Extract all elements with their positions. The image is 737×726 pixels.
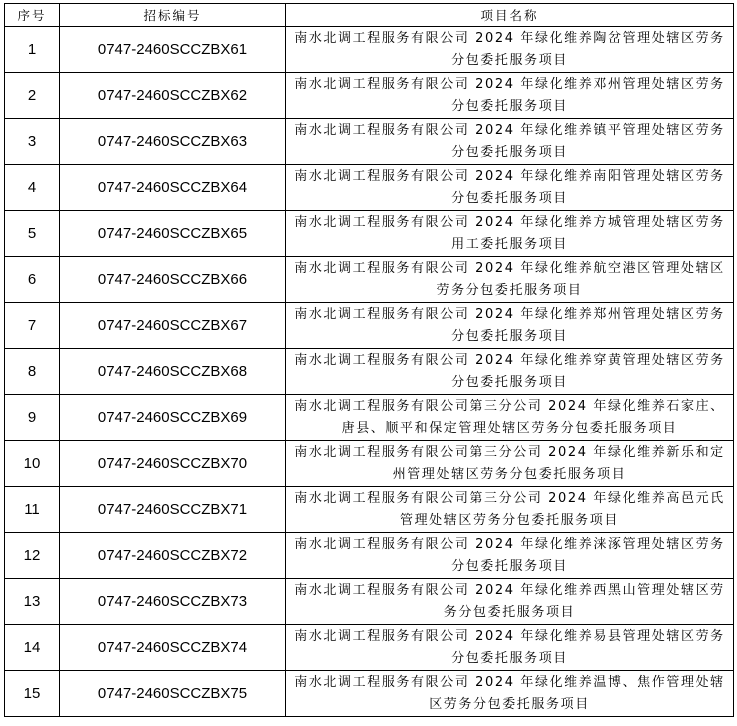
row-bid-code: 0747-2460SCCZBX61 — [60, 27, 286, 73]
header-row — [5, 4, 734, 27]
table-row — [5, 165, 734, 211]
table-row — [5, 119, 734, 165]
row-bid-code: 0747-2460SCCZBX67 — [60, 303, 286, 349]
table-row — [5, 671, 734, 717]
row-bid-code: 0747-2460SCCZBX72 — [60, 533, 286, 579]
row-bid-code: 0747-2460SCCZBX62 — [60, 73, 286, 119]
row-project-name: 南水北调工程服务有限公司 2024 年绿化维养易县管理处辖区劳务分包委托服务项目 — [286, 625, 734, 671]
row-project-name: 南水北调工程服务有限公司 2024 年绿化维养邓州管理处辖区劳务分包委托服务项目 — [286, 73, 734, 119]
table-row — [5, 487, 734, 533]
row-bid-code: 0747-2460SCCZBX66 — [60, 257, 286, 303]
header-seq: 序号 — [5, 4, 60, 27]
table-row — [5, 303, 734, 349]
row-bid-code: 0747-2460SCCZBX73 — [60, 579, 286, 625]
table-row — [5, 533, 734, 579]
row-bid-code: 0747-2460SCCZBX75 — [60, 671, 286, 717]
row-seq: 9 — [5, 395, 60, 441]
table-row — [5, 73, 734, 119]
table-header — [5, 4, 734, 27]
row-seq: 8 — [5, 349, 60, 395]
row-seq: 6 — [5, 257, 60, 303]
row-project-name: 南水北调工程服务有限公司 2024 年绿化维养方城管理处辖区劳务用工委托服务项目 — [286, 211, 734, 257]
row-project-name: 南水北调工程服务有限公司 2024 年绿化维养温博、焦作管理处辖区劳务分包委托服务项目 — [286, 671, 734, 717]
row-seq: 5 — [5, 211, 60, 257]
row-project-name: 南水北调工程服务有限公司 2024 年绿化维养涞涿管理处辖区劳务分包委托服务项目 — [286, 533, 734, 579]
row-project-name: 南水北调工程服务有限公司第三分公司 2024 年绿化维养石家庄、唐县、顺平和保定管理处辖区劳务分包委托服务项目 — [286, 395, 734, 441]
row-project-name: 南水北调工程服务有限公司第三分公司 2024 年绿化维养新乐和定州管理处辖区劳务分包委托服务项目 — [286, 441, 734, 487]
row-project-name: 南水北调工程服务有限公司 2024 年绿化维养穿黄管理处辖区劳务分包委托服务项目 — [286, 349, 734, 395]
row-seq: 2 — [5, 73, 60, 119]
row-seq: 4 — [5, 165, 60, 211]
row-seq: 3 — [5, 119, 60, 165]
row-bid-code: 0747-2460SCCZBX63 — [60, 119, 286, 165]
table-row — [5, 211, 734, 257]
row-project-name: 南水北调工程服务有限公司 2024 年绿化维养陶岔管理处辖区劳务分包委托服务项目 — [286, 27, 734, 73]
row-bid-code: 0747-2460SCCZBX65 — [60, 211, 286, 257]
table-row — [5, 625, 734, 671]
table-row — [5, 349, 734, 395]
table-row — [5, 395, 734, 441]
row-bid-code: 0747-2460SCCZBX71 — [60, 487, 286, 533]
row-seq: 7 — [5, 303, 60, 349]
row-seq: 11 — [5, 487, 60, 533]
row-project-name: 南水北调工程服务有限公司 2024 年绿化维养航空港区管理处辖区劳务分包委托服务项目 — [286, 257, 734, 303]
header-bid-code: 招标编号 — [60, 4, 286, 27]
table-row — [5, 579, 734, 625]
bid-project-table — [4, 3, 734, 717]
row-seq: 10 — [5, 441, 60, 487]
row-project-name: 南水北调工程服务有限公司 2024 年绿化维养镇平管理处辖区劳务分包委托服务项目 — [286, 119, 734, 165]
table-row — [5, 441, 734, 487]
header-project-name: 项目名称 — [286, 4, 734, 27]
row-bid-code: 0747-2460SCCZBX70 — [60, 441, 286, 487]
row-project-name: 南水北调工程服务有限公司第三分公司 2024 年绿化维养高邑元氏管理处辖区劳务分包委托服务项目 — [286, 487, 734, 533]
row-seq: 15 — [5, 671, 60, 717]
row-seq: 13 — [5, 579, 60, 625]
table-body — [5, 27, 734, 717]
row-seq: 14 — [5, 625, 60, 671]
row-bid-code: 0747-2460SCCZBX64 — [60, 165, 286, 211]
row-project-name: 南水北调工程服务有限公司 2024 年绿化维养西黑山管理处辖区劳务分包委托服务项目 — [286, 579, 734, 625]
row-project-name: 南水北调工程服务有限公司 2024 年绿化维养郑州管理处辖区劳务分包委托服务项目 — [286, 303, 734, 349]
row-bid-code: 0747-2460SCCZBX74 — [60, 625, 286, 671]
row-seq: 12 — [5, 533, 60, 579]
row-seq: 1 — [5, 27, 60, 73]
row-project-name: 南水北调工程服务有限公司 2024 年绿化维养南阳管理处辖区劳务分包委托服务项目 — [286, 165, 734, 211]
row-bid-code: 0747-2460SCCZBX69 — [60, 395, 286, 441]
row-bid-code: 0747-2460SCCZBX68 — [60, 349, 286, 395]
table-row — [5, 257, 734, 303]
table-row — [5, 27, 734, 73]
